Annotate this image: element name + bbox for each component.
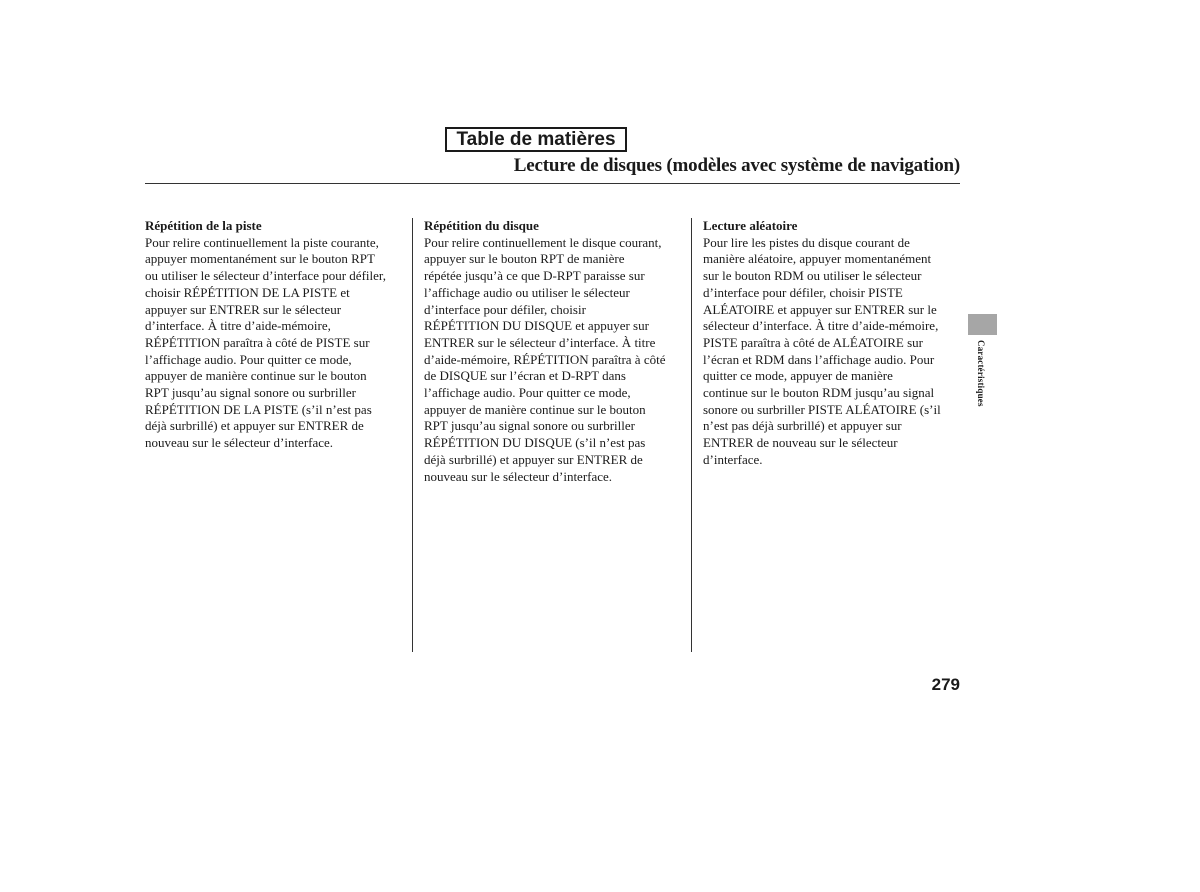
title-divider: [145, 183, 960, 184]
chapter-tab-marker: [968, 314, 997, 335]
column-track-repeat: [145, 218, 407, 452]
page-number: 279: [931, 675, 960, 694]
section-heading: Lecture aléatoire: [703, 218, 798, 233]
column-divider: [691, 218, 692, 652]
column-random-play: [703, 218, 963, 469]
section-heading: Répétition de la piste: [145, 218, 262, 233]
chapter-tab-label: Caractéristiques: [976, 340, 986, 407]
table-of-contents-button[interactable]: Table de matières: [445, 127, 627, 152]
section-heading: Répétition du disque: [424, 218, 539, 233]
column-divider: [412, 218, 413, 652]
section-body: Pour relire continuellement le disque courant, appuyer sur le bouton RPT de manière répétée jusqu’à ce que D-RPT paraisse sur l’affichage audio ou utiliser le sélecteur d’interface pour défiler, choisir RÉPÉTITION DU DISQUE et appuyer sur ENTRER sur le sélecteur d’interface. À titre d’aide-mémoire, RÉPÉTITION paraîtra à côté de DISQUE sur l’écran et D-RPT dans l’affichage audio. Pour quitter ce mode, appuyer de manière continue sur le bouton RPT jusqu’au signal sonore ou surbriller RÉPÉTITION DU DISQUE (s’il n’est pas déjà surbrillé) et appuyer sur ENTRER de nouveau sur le sélecteur d’interface.: [424, 234, 666, 484]
section-body: Pour relire continuellement la piste courante, appuyer momentanément sur le bouton RPT ou utiliser le sélecteur d’interface pour défiler, choisir RÉPÉTITION DE LA PISTE et appuyer sur ENTRER sur le sélecteur d’interface. À titre d’aide-mémoire, RÉPÉTITION paraîtra à côté de PISTE sur l’affichage audio. Pour quitter ce mode, appuyer de manière continue sur le bouton RPT jusqu’au signal sonore ou surbriller RÉPÉTITION DE LA PISTE (s’il n’est pas déjà surbrillé) et appuyer sur ENTRER de nouveau sur le sélecteur d’interface.: [145, 234, 386, 451]
section-body: Pour lire les pistes du disque courant de manière aléatoire, appuyer momentanément sur le bouton RDM ou utiliser le sélecteur d’interface pour défiler, choisir PISTE ALÉATOIRE et appuyer sur ENTRER sur le sélecteur d’interface. À titre d’aide-mémoire, PISTE paraîtra à côté de ALÉATOIRE sur l’écran et RDM dans l’affichage audio. Pour quitter ce mode, appuyer de manière continue sur le bouton RDM jusqu’au signal sonore ou surbriller PISTE ALÉATOIRE (s’il n’est pas déjà surbrillé) et appuyer sur ENTRER de nouveau sur le sélecteur d’interface.: [703, 234, 941, 467]
page-title: Lecture de disques (modèles avec système de navigation): [513, 155, 960, 176]
column-disc-repeat: [424, 218, 686, 485]
